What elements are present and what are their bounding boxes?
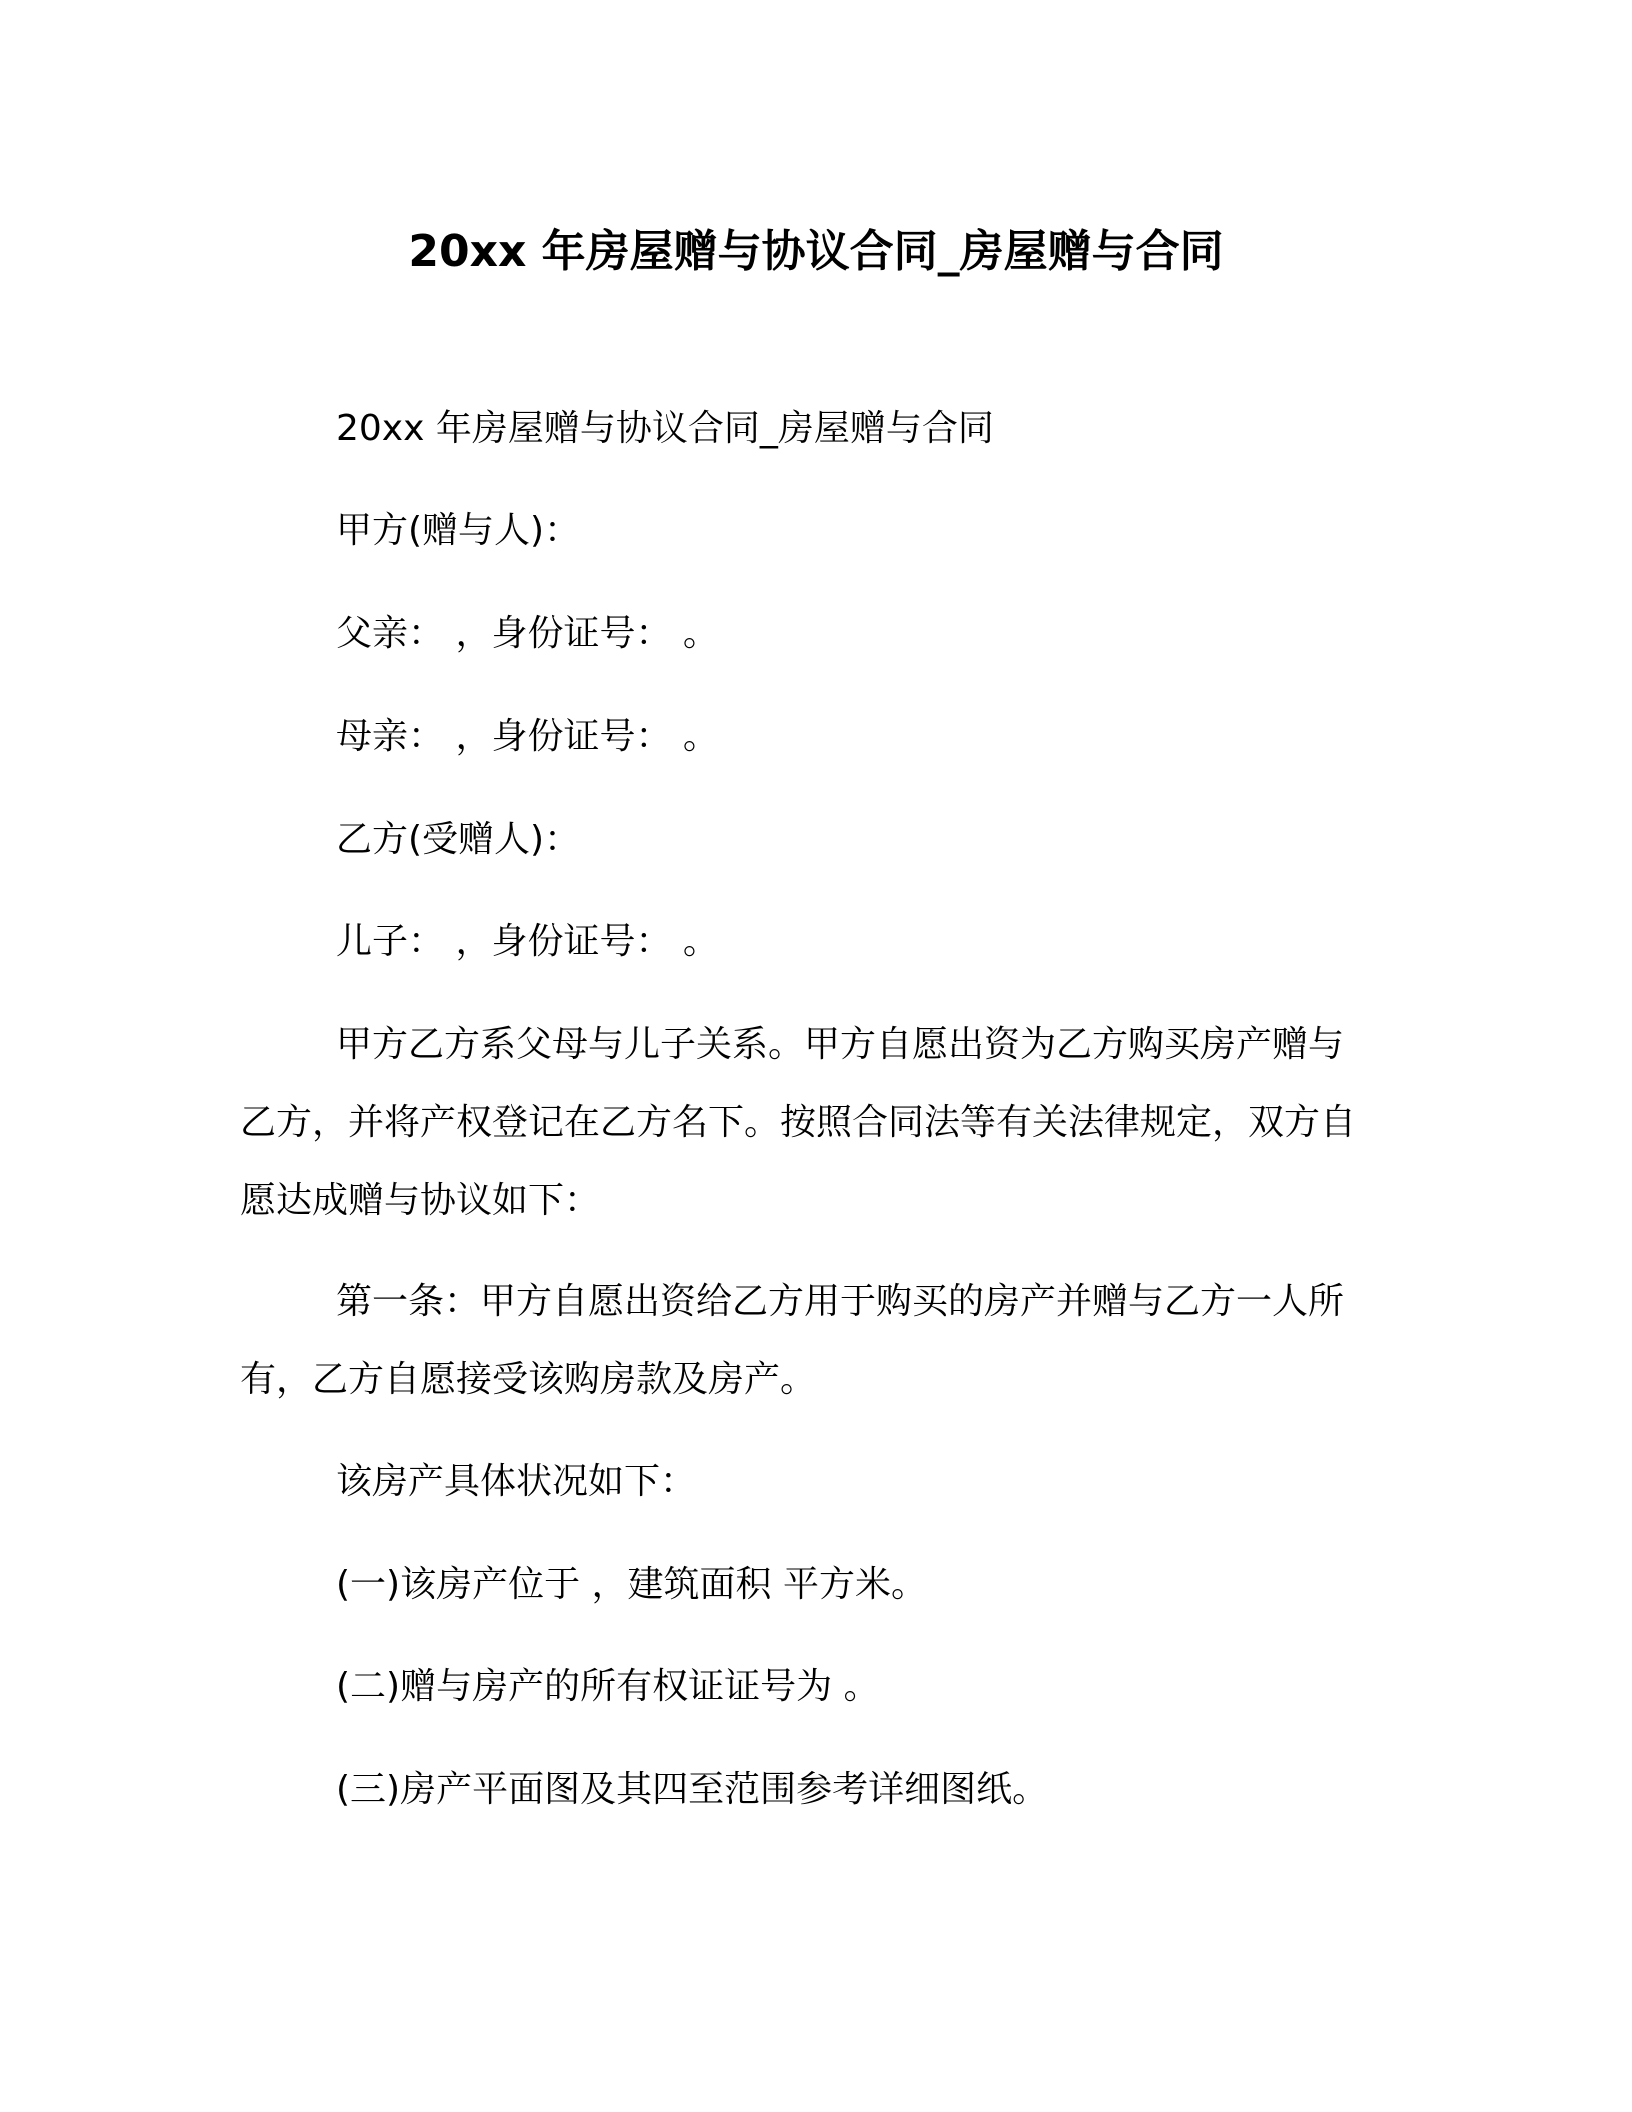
paragraph-son: 儿子： ，身份证号： 。: [336, 921, 719, 962]
paragraph-party-b: 乙方(受赠人)：: [336, 819, 581, 860]
paragraph-subtitle: 20xx 年房屋赠与协议合同_房屋赠与合同: [336, 408, 994, 449]
paragraph-party-a: 甲方(赠与人)：: [336, 510, 581, 551]
document-title: 20xx 年房屋赠与协议合同_房屋赠与合同: [408, 226, 1224, 277]
paragraph-relationship: 甲方乙方系父母与儿子关系。甲方自愿出资为乙方购买房产赠与乙方，并将产权登记在乙方名下。按照合同法等有关法律规定，双方自愿达成赠与协议如下：: [240, 1024, 1357, 1221]
paragraph-item-one: (一)该房产位于 ，建筑面积 平方米。: [336, 1564, 927, 1605]
paragraph-father: 父亲： ，身份证号： 。: [336, 613, 719, 654]
paragraph-item-three: (三)房产平面图及其四至范围参考详细图纸。: [336, 1769, 1049, 1810]
paragraph-item-two: (二)赠与房产的所有权证证号为 。: [336, 1666, 880, 1707]
paragraph-article-one: 第一条：甲方自愿出资给乙方用于购买的房产并赠与乙方一人所有，乙方自愿接受该购房款及房产。: [240, 1281, 1345, 1400]
paragraph-mother: 母亲： ，身份证号： 。: [336, 716, 719, 757]
paragraph-property-status: 该房产具体状况如下：: [336, 1461, 697, 1502]
